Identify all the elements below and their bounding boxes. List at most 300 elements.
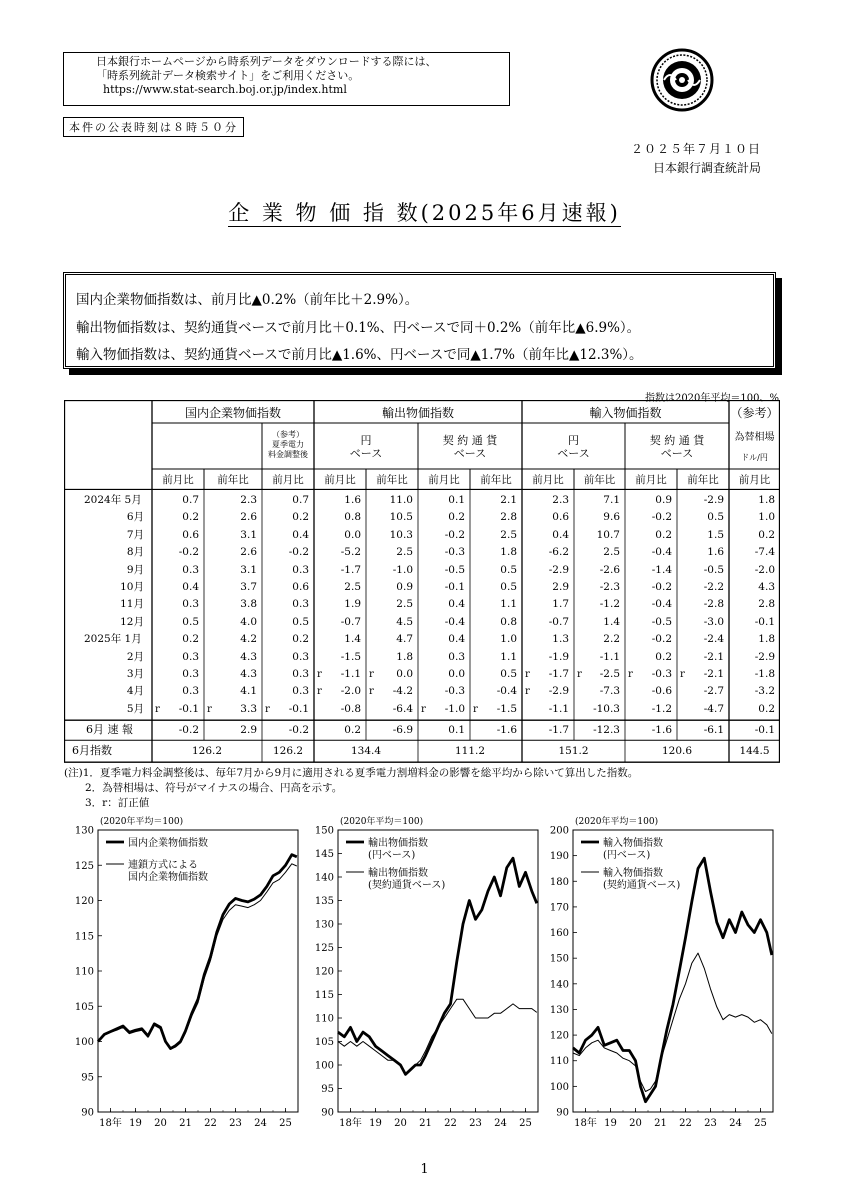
table-cell: -1.7 bbox=[340, 563, 361, 576]
y-tick-label: 100 bbox=[549, 1081, 569, 1093]
header-import-yen-line2: ベース bbox=[557, 447, 590, 460]
table-cell: -2.7 bbox=[703, 685, 724, 698]
table-cell: -0.3 bbox=[651, 668, 672, 680]
revision-mark: r bbox=[525, 669, 530, 680]
table-cell: 0.2 bbox=[182, 633, 199, 646]
revision-mark: r bbox=[317, 669, 322, 680]
table-cell: 4.7 bbox=[396, 633, 413, 646]
table-cell: 0.2 bbox=[758, 528, 775, 541]
header-fx bbox=[729, 428, 780, 468]
table-cell: 3.1 bbox=[240, 563, 257, 576]
table-cell: -7.3 bbox=[599, 685, 620, 698]
col-mom: 前月比 bbox=[738, 474, 771, 486]
header-reference: （参考） bbox=[730, 406, 779, 420]
y-tick-label: 135 bbox=[314, 896, 334, 907]
table-cell: -0.2 bbox=[444, 528, 465, 541]
row-label: 8月 bbox=[126, 546, 144, 559]
table-cell: -1.9 bbox=[548, 650, 569, 663]
table-cell: 1.8 bbox=[396, 650, 413, 663]
col-yoy: 前年比 bbox=[376, 474, 408, 486]
table-cell: 0.6 bbox=[182, 528, 199, 541]
legend-label-sub: 連鎖方式による bbox=[128, 860, 198, 871]
table-cell: 2.9 bbox=[552, 581, 569, 593]
table-cell: -0.2 bbox=[288, 546, 309, 559]
table-cell: -0.1 bbox=[178, 702, 199, 715]
table-cell: 2.5 bbox=[396, 546, 413, 559]
table-cell: 0.6 bbox=[552, 511, 569, 524]
table-cell: 1.9 bbox=[344, 598, 361, 611]
row-label: 11月 bbox=[120, 598, 144, 611]
table-cell: 2.3 bbox=[552, 494, 569, 506]
y-tick-label: 130 bbox=[549, 1004, 569, 1016]
table-cell: -2.6 bbox=[599, 563, 620, 576]
y-tick-label: 110 bbox=[314, 1013, 334, 1025]
y-tick-label: 190 bbox=[549, 851, 569, 863]
table-cell: -2.9 bbox=[754, 650, 775, 663]
table-cell: -2.9 bbox=[703, 494, 724, 506]
table-cell: -1.4 bbox=[651, 563, 672, 576]
table-cell: -1.1 bbox=[599, 650, 620, 663]
prelim-row-label: 6月 速 報 bbox=[86, 723, 133, 737]
summary-box bbox=[63, 272, 776, 369]
header-import-contract-line1: 契 約 通 貨 bbox=[649, 434, 705, 447]
table-cell: 0.2 bbox=[182, 511, 199, 524]
x-tick-label: 21 bbox=[419, 1118, 432, 1129]
row-label: 12月 bbox=[120, 615, 144, 628]
table-cell: 2.1 bbox=[500, 494, 517, 506]
table-cell: 1.8 bbox=[500, 546, 517, 559]
table-cell: -1.1 bbox=[340, 668, 361, 680]
y-tick-label: 180 bbox=[549, 876, 569, 888]
table-cell: 0.2 bbox=[292, 511, 309, 524]
table-cell: -2.3 bbox=[599, 581, 620, 593]
table-cell: 0.8 bbox=[500, 615, 517, 628]
chart-export bbox=[300, 812, 550, 1132]
table-cell: 0.5 bbox=[707, 511, 724, 524]
table-cell: -3.0 bbox=[703, 615, 724, 628]
table-cell: 4.3 bbox=[240, 668, 257, 680]
page-title bbox=[0, 197, 849, 227]
row-label: 2024年 5月 bbox=[84, 494, 142, 506]
y-tick-label: 90 bbox=[556, 1107, 569, 1119]
header-export-contract-line1: 契 約 通 貨 bbox=[442, 434, 498, 447]
table-cell: 1.5 bbox=[707, 528, 724, 541]
table-cell: 3.8 bbox=[240, 598, 257, 611]
table-cell: -0.4 bbox=[496, 685, 517, 698]
table-cell: 0.7 bbox=[292, 494, 309, 506]
table-cell: 1.7 bbox=[552, 598, 569, 611]
table-cell: 1.6 bbox=[344, 494, 361, 506]
table-cell: 0.2 bbox=[655, 650, 672, 663]
header-adjusted-line3: 料金調整後 bbox=[268, 450, 308, 459]
table-cell: -2.9 bbox=[548, 563, 569, 576]
table-cell: 0.3 bbox=[292, 668, 309, 680]
table-cell: 4.3 bbox=[758, 581, 775, 593]
table-cell: 2.5 bbox=[344, 581, 361, 593]
col-mom: 前月比 bbox=[272, 474, 304, 486]
table-cell: 4.3 bbox=[240, 650, 257, 663]
header-export-yen-line1: 円 bbox=[360, 434, 372, 447]
table-cell: 0.5 bbox=[500, 668, 517, 680]
y-tick-label: 95 bbox=[81, 1072, 94, 1084]
table-cell: 2.6 bbox=[240, 511, 257, 524]
table-cell: 0.3 bbox=[448, 650, 465, 663]
x-tick-label: 21 bbox=[654, 1118, 667, 1129]
table-cell: -7.4 bbox=[754, 546, 775, 559]
y-tick-label: 125 bbox=[314, 943, 334, 954]
table-cell: -0.7 bbox=[340, 615, 361, 628]
table-cell: 0.2 bbox=[448, 511, 465, 524]
table-cell: -0.8 bbox=[340, 702, 361, 715]
legend-label-sub: 輸出物価指数 bbox=[368, 868, 428, 879]
x-tick-label: 22 bbox=[444, 1118, 457, 1129]
page-title-text: 企 業 物 価 指 数(2025年6月速報) bbox=[228, 201, 621, 225]
table-cell: -1.1 bbox=[548, 702, 569, 715]
revision-mark: r bbox=[473, 703, 478, 715]
table-cell: 0.5 bbox=[182, 615, 199, 628]
row-label: 4月 bbox=[126, 685, 144, 698]
table-cell: -1.2 bbox=[599, 598, 620, 611]
table-cell: -2.1 bbox=[703, 650, 724, 663]
revision-mark: r bbox=[207, 703, 212, 715]
table-cell: 0.2 bbox=[292, 633, 309, 646]
x-tick-label: 23 bbox=[704, 1118, 717, 1129]
table-cell: 2.6 bbox=[240, 546, 257, 559]
y-tick-label: 120 bbox=[314, 966, 334, 978]
table-cell: 1.4 bbox=[344, 633, 361, 646]
header-adjusted-line1: （参考） bbox=[272, 430, 304, 439]
prelim-cell: -1.6 bbox=[651, 724, 672, 737]
table-cell: 0.3 bbox=[182, 563, 199, 576]
revision-mark: r bbox=[155, 703, 160, 715]
revision-mark: r bbox=[369, 686, 374, 698]
y-tick-label: 115 bbox=[74, 931, 94, 943]
y-tick-label: 160 bbox=[549, 928, 569, 940]
revision-mark: r bbox=[369, 669, 374, 680]
x-tick-label: 22 bbox=[679, 1118, 692, 1129]
revision-mark: r bbox=[628, 669, 633, 680]
table-cell: 10.5 bbox=[389, 511, 413, 524]
table-cell: -4.7 bbox=[703, 702, 724, 715]
table-cell: 0.4 bbox=[292, 528, 309, 541]
table-cell: 1.4 bbox=[603, 615, 620, 628]
y-tick-label: 140 bbox=[549, 979, 569, 991]
y-tick-label: 200 bbox=[549, 825, 569, 837]
x-tick-label: 25 bbox=[279, 1118, 292, 1129]
summary-domestic: 国内企業物価指数は、前月比▲0.2%（前年比＋2.9%）。 bbox=[76, 292, 419, 308]
x-tick-label: 25 bbox=[519, 1118, 532, 1129]
release-date: ２０２５年７月１０日 bbox=[630, 142, 761, 156]
legend-sub-main: (円ベース) bbox=[368, 850, 416, 861]
table-cell: 11.0 bbox=[389, 494, 413, 506]
col-mom: 前月比 bbox=[532, 474, 564, 486]
table-cell: 1.0 bbox=[758, 511, 775, 524]
header-import-yen bbox=[522, 434, 625, 460]
notice-line-1: 日本銀行ホームページから時系列データをダウンロードする際には、 bbox=[96, 55, 437, 68]
header-import-contract-line2: ベース bbox=[660, 447, 694, 460]
table-cell: -0.1 bbox=[288, 702, 309, 715]
unit-note: 指数は2020年平均＝100、% bbox=[644, 393, 779, 404]
legend-label-sub: 輸入物価指数 bbox=[603, 868, 663, 879]
col-mom: 前月比 bbox=[162, 474, 194, 486]
table-cell: -2.1 bbox=[703, 668, 724, 680]
table-cell: -0.2 bbox=[651, 511, 672, 524]
index-row-label: 6月指数 bbox=[72, 744, 112, 758]
header-import: 輸入物価指数 bbox=[589, 406, 662, 420]
x-tick-label: 20 bbox=[629, 1118, 642, 1129]
row-label: 2025年 1月 bbox=[84, 633, 142, 646]
revision-mark: r bbox=[525, 686, 530, 698]
y-tick-label: 120 bbox=[74, 896, 94, 907]
date-block bbox=[631, 140, 761, 178]
col-yoy: 前年比 bbox=[480, 474, 512, 486]
table-cell: 1.0 bbox=[500, 633, 517, 646]
col-yoy: 前年比 bbox=[583, 474, 616, 486]
table-cell: 0.3 bbox=[182, 650, 199, 663]
table-cell: 2.3 bbox=[240, 494, 257, 506]
x-tick-label: 23 bbox=[229, 1118, 242, 1129]
table-cell: -1.0 bbox=[444, 702, 465, 715]
table-cell: 4.5 bbox=[396, 615, 413, 628]
y-tick-label: 145 bbox=[314, 849, 334, 860]
table-cell: 0.1 bbox=[448, 494, 465, 506]
table-cell: -6.2 bbox=[548, 546, 569, 559]
table-cell: 10.7 bbox=[596, 528, 620, 541]
table-cell: -1.0 bbox=[392, 563, 413, 576]
footnote-3: 3．r：訂正値 bbox=[64, 797, 150, 809]
col-mom: 前月比 bbox=[635, 474, 667, 486]
table-cell: 0.4 bbox=[552, 528, 569, 541]
table-cell: 9.6 bbox=[603, 511, 620, 524]
table-cell: -0.5 bbox=[444, 563, 465, 576]
table-cell: -1.7 bbox=[548, 668, 569, 680]
table-cell: -2.8 bbox=[703, 598, 724, 611]
summary-import: 輸入物価指数は、契約通貨ベースで前月比▲1.6%、円ベースで同▲1.7%（前年比▲12.3%）。 bbox=[76, 347, 643, 363]
legend-sub-main: (円ベース) bbox=[603, 850, 651, 861]
table-cell: 1.8 bbox=[758, 633, 775, 646]
y-tick-label: 150 bbox=[549, 953, 569, 965]
footnote-2: 2．為替相場は、符号がマイナスの場合、円高を示す。 bbox=[64, 782, 343, 794]
y-tick-label: 140 bbox=[314, 872, 334, 884]
table-cell: -0.4 bbox=[444, 615, 465, 628]
prelim-cell: 0.2 bbox=[344, 724, 361, 737]
footnote-1: (注)1．夏季電力料金調整後は、毎年7月から9月に適用される夏季電力割増料金の影響を総平均から除いて算出した指数。 bbox=[64, 767, 639, 779]
header-import-contract bbox=[625, 434, 729, 460]
legend-label-main: 輸出物価指数 bbox=[368, 838, 428, 849]
header-export-yen-line2: ベース bbox=[349, 447, 383, 460]
table-cell: 7.1 bbox=[603, 494, 620, 506]
table-cell: 0.4 bbox=[448, 598, 465, 611]
prelim-cell: -1.7 bbox=[548, 724, 569, 737]
header-import-yen-line1: 円 bbox=[568, 434, 579, 447]
table-cell: -0.2 bbox=[178, 546, 199, 559]
table-cell: 3.7 bbox=[240, 581, 257, 593]
legend-label-main: 輸入物価指数 bbox=[603, 838, 663, 849]
x-tick-label: 24 bbox=[729, 1118, 742, 1129]
y-tick-label: 90 bbox=[321, 1107, 334, 1119]
x-tick-label: 21 bbox=[179, 1118, 192, 1129]
legend-sub-sub: 国内企業物価指数 bbox=[128, 872, 208, 883]
table-cell: 2.2 bbox=[603, 633, 620, 646]
x-tick-label: 20 bbox=[154, 1118, 167, 1129]
table-cell: 0.9 bbox=[396, 581, 413, 593]
header-export-yen bbox=[314, 434, 418, 460]
table-cell: 0.9 bbox=[655, 494, 672, 506]
table-cell: -0.7 bbox=[548, 615, 569, 628]
table-cell: 3.3 bbox=[240, 702, 257, 715]
x-tick-label: 20 bbox=[394, 1118, 407, 1129]
table-cell: 4.0 bbox=[240, 615, 257, 628]
header-adjusted bbox=[262, 430, 314, 460]
revision-mark: r bbox=[577, 669, 582, 680]
index-cell: 126.2 bbox=[191, 745, 223, 758]
table-cell: 0.3 bbox=[292, 563, 309, 576]
table-cell: 2.8 bbox=[758, 598, 775, 611]
series-line-main bbox=[573, 858, 772, 1101]
table-cell: 2.5 bbox=[500, 528, 517, 541]
x-tick-label: 24 bbox=[254, 1118, 267, 1129]
table-cell: -6.4 bbox=[392, 702, 413, 715]
y-tick-label: 100 bbox=[74, 1037, 94, 1048]
table-cell: -0.4 bbox=[651, 598, 672, 611]
table-cell: 0.0 bbox=[396, 668, 413, 680]
download-notice-box bbox=[63, 52, 510, 106]
table-cell: -1.5 bbox=[340, 650, 361, 663]
y-tick-label: 90 bbox=[81, 1107, 94, 1119]
table-cell: 0.3 bbox=[292, 598, 309, 611]
table-cell: 0.0 bbox=[344, 528, 361, 541]
y-tick-label: 150 bbox=[314, 825, 334, 837]
chart-note: (2020年平均＝100) bbox=[100, 817, 184, 827]
header-domestic: 国内企業物価指数 bbox=[184, 406, 281, 420]
x-tick-label: 23 bbox=[469, 1118, 482, 1129]
index-cell: 126.2 bbox=[272, 745, 304, 758]
table-cell: -1.5 bbox=[496, 702, 517, 715]
legend-label-main: 国内企業物価指数 bbox=[128, 838, 208, 849]
table-cell: -0.6 bbox=[651, 685, 672, 698]
row-label: 7月 bbox=[126, 528, 144, 541]
notice-line-2: 「時系列統計データ検索サイト」をご利用ください。 bbox=[96, 69, 360, 82]
x-tick-label: 22 bbox=[204, 1118, 217, 1129]
prelim-cell: -0.2 bbox=[178, 724, 199, 737]
table-cell: 0.3 bbox=[292, 650, 309, 663]
prelim-cell: -1.6 bbox=[496, 724, 517, 737]
y-tick-label: 130 bbox=[74, 825, 94, 837]
table-cell: 0.4 bbox=[182, 581, 199, 593]
chart-note: (2020年平均＝100) bbox=[575, 817, 659, 827]
col-mom: 前月比 bbox=[428, 474, 460, 486]
revision-mark: r bbox=[680, 669, 685, 680]
table-cell: -1.2 bbox=[651, 702, 672, 715]
prelim-cell: -12.3 bbox=[593, 724, 620, 737]
publication-time: 本件の公表時刻は８時５０分 bbox=[63, 117, 244, 137]
issuer: 日本銀行調査統計局 bbox=[652, 161, 761, 175]
table-cell: 1.8 bbox=[758, 494, 775, 506]
legend-sub-sub: (契約通貨ベース) bbox=[368, 880, 446, 891]
table-cell: -0.2 bbox=[651, 633, 672, 646]
table-cell: 0.5 bbox=[500, 581, 517, 593]
table-cell: 0.8 bbox=[344, 511, 361, 524]
table-cell: 0.0 bbox=[448, 668, 465, 680]
header-adjusted-line2: 夏季電力 bbox=[272, 440, 304, 449]
table-cell: 2.8 bbox=[500, 511, 517, 524]
table-cell: -3.2 bbox=[754, 685, 775, 698]
y-tick-label: 125 bbox=[74, 860, 94, 872]
col-yoy: 前年比 bbox=[687, 474, 719, 486]
row-label: 3月 bbox=[126, 668, 144, 680]
table-cell: 2.5 bbox=[603, 546, 620, 559]
table-cell: 1.3 bbox=[552, 633, 569, 646]
y-tick-label: 95 bbox=[321, 1084, 334, 1095]
table-cell: 4.1 bbox=[240, 685, 257, 698]
chart-note: (2020年平均＝100) bbox=[340, 817, 424, 827]
x-tick-label: 18年 bbox=[574, 1118, 597, 1129]
y-tick-label: 110 bbox=[74, 966, 94, 978]
header-fx-line2: ドル/円 bbox=[741, 453, 768, 462]
x-tick-label: 19 bbox=[604, 1118, 617, 1129]
table-cell: 0.5 bbox=[500, 563, 517, 576]
series-line-sub bbox=[98, 864, 297, 1050]
x-tick-label: 25 bbox=[754, 1118, 767, 1129]
table-cell: -0.2 bbox=[651, 581, 672, 593]
prelim-cell: -6.9 bbox=[392, 724, 413, 737]
x-tick-label: 18年 bbox=[339, 1118, 362, 1129]
y-tick-label: 120 bbox=[549, 1030, 569, 1042]
index-cell: 134.4 bbox=[350, 745, 382, 758]
chart-domestic bbox=[60, 812, 310, 1132]
table-cell: 2.5 bbox=[396, 598, 413, 611]
table-cell: 0.5 bbox=[292, 615, 309, 628]
index-cell: 120.6 bbox=[661, 745, 693, 758]
table-cell: -0.4 bbox=[651, 546, 672, 559]
table-cell: -0.1 bbox=[754, 615, 775, 628]
notice-url-link[interactable]: https://www.stat-search.boj.or.jp/index.html bbox=[103, 83, 347, 96]
row-label: 2月 bbox=[126, 650, 144, 663]
table-cell: 0.6 bbox=[292, 581, 309, 593]
header-fx-line1: 為替相場 bbox=[734, 432, 775, 443]
summary-export: 輸出物価指数は、契約通貨ベースで前月比＋0.1%、円ベースで同＋0.2%（前年比▲6.9%）。 bbox=[76, 320, 641, 336]
table-cell: -0.3 bbox=[444, 546, 465, 559]
prelim-cell: -0.1 bbox=[754, 724, 775, 737]
table-cell: -0.5 bbox=[651, 615, 672, 628]
prelim-cell: 2.9 bbox=[240, 724, 257, 737]
y-tick-label: 105 bbox=[74, 1001, 94, 1013]
prelim-cell: 0.1 bbox=[448, 724, 465, 737]
table-cell: -0.3 bbox=[444, 685, 465, 698]
row-label: 6月 bbox=[126, 511, 144, 524]
table-cell: 0.3 bbox=[182, 668, 199, 680]
y-tick-label: 110 bbox=[549, 1056, 569, 1068]
y-tick-label: 115 bbox=[314, 990, 334, 1001]
page-number: 1 bbox=[420, 1162, 429, 1177]
table-cell: -2.2 bbox=[703, 581, 724, 593]
x-tick-label: 19 bbox=[369, 1118, 382, 1129]
table-cell: -2.5 bbox=[599, 668, 620, 680]
x-tick-label: 18年 bbox=[99, 1118, 122, 1129]
index-cell: 111.2 bbox=[454, 745, 486, 758]
prelim-cell: -0.2 bbox=[288, 724, 309, 737]
table-cell: -4.2 bbox=[392, 685, 413, 698]
header-export-contract-line2: ベース bbox=[453, 447, 487, 460]
table-cell: -0.5 bbox=[703, 563, 724, 576]
table-cell: 10.3 bbox=[389, 528, 413, 541]
index-cell: 151.2 bbox=[558, 745, 589, 758]
prelim-cell: -6.1 bbox=[703, 724, 724, 737]
row-label: 10月 bbox=[120, 581, 144, 593]
table-cell: -2.0 bbox=[340, 685, 361, 698]
x-tick-label: 19 bbox=[129, 1118, 142, 1129]
y-tick-label: 100 bbox=[314, 1060, 334, 1072]
